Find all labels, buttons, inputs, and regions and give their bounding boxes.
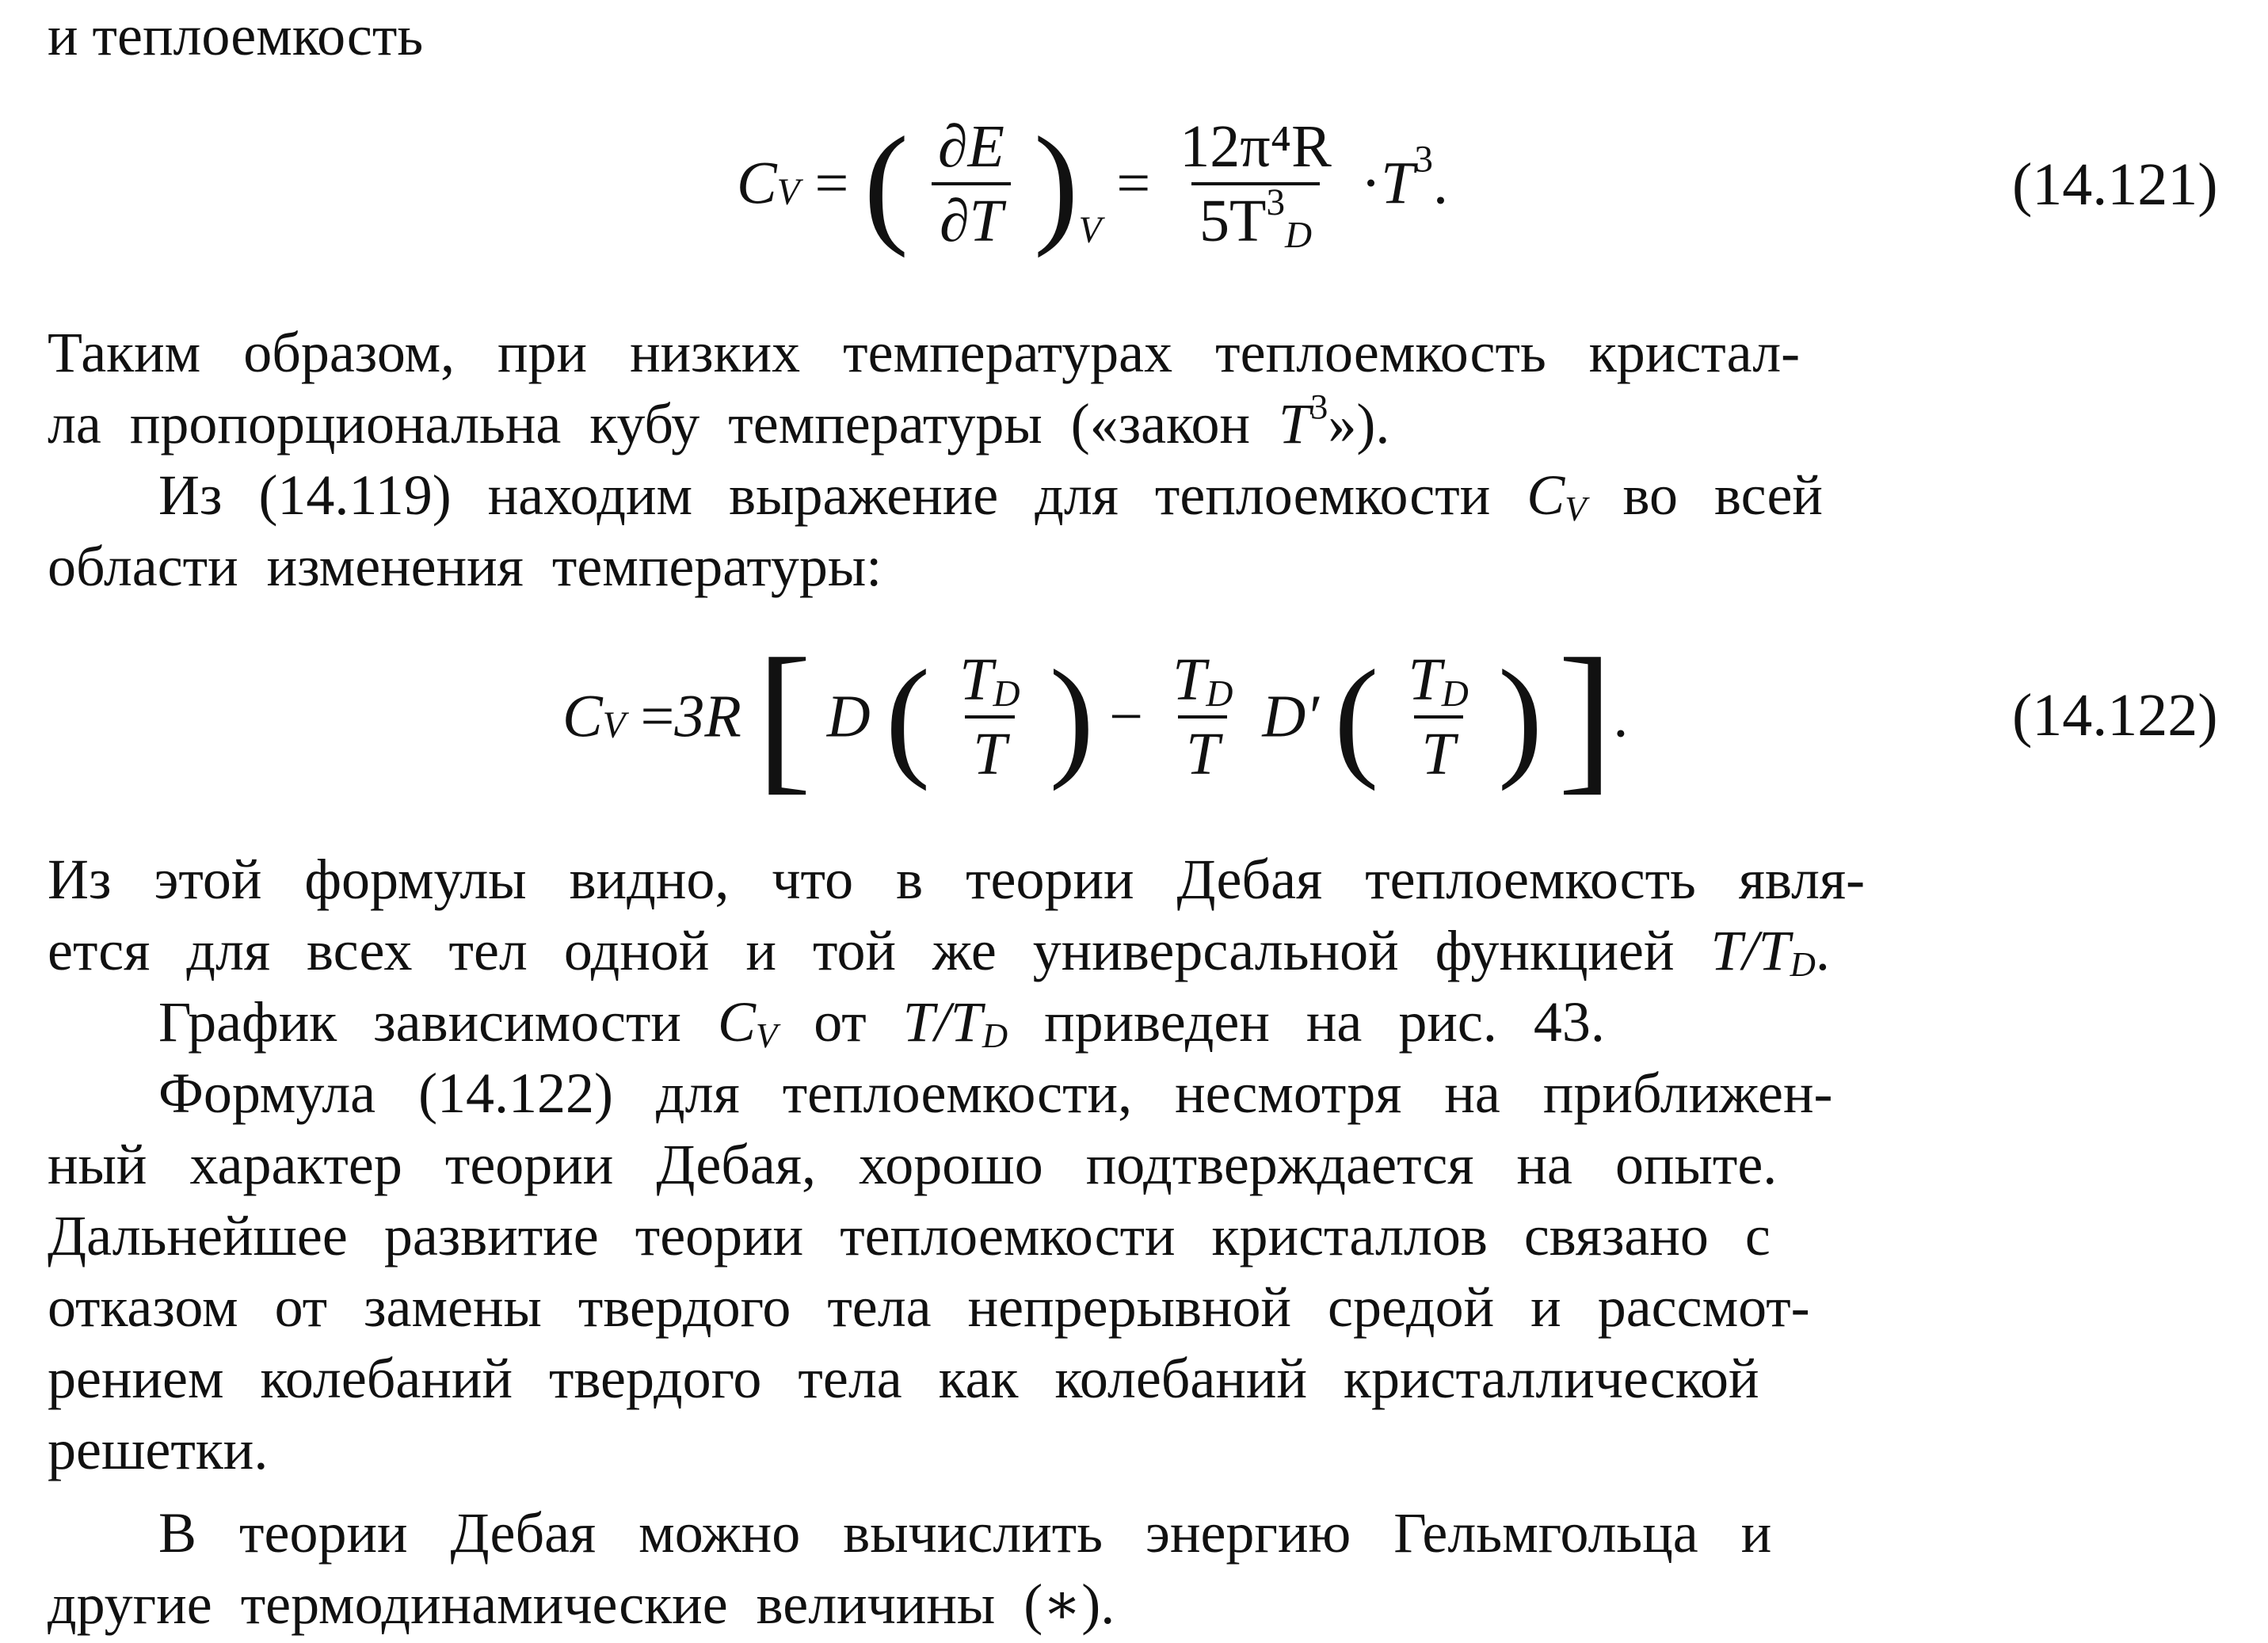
math-superscript: 3 <box>1310 386 1328 426</box>
eq-operator: = <box>1116 150 1151 217</box>
text-fragment: ла пропорциональна кубу температуры («закон <box>48 392 1279 456</box>
eq-fraction <box>951 644 1027 790</box>
eq-symbol: D <box>826 683 871 750</box>
eq-paren: ) <box>1049 642 1095 791</box>
eq-paren: ( <box>885 642 931 791</box>
eq-paren: ) <box>1497 642 1543 791</box>
eq-symbol: D′ <box>1262 683 1319 750</box>
eq-fraction <box>1172 111 1340 257</box>
text-fragment: В теории Дебая можно вычислить энергию Гельмгольца и <box>158 1501 1772 1565</box>
equation-14-122 <box>562 625 1629 809</box>
text-fragment: отказом от замены твердого тела непрерывной средой и рассмот- <box>48 1275 1810 1339</box>
eq-subscript: D <box>1285 215 1313 257</box>
text-fragment: приведен на рис. 43. <box>1008 990 1605 1054</box>
math-symbol: T <box>1278 392 1311 456</box>
text-fragment: решетки. <box>48 1418 269 1481</box>
eq-superscript: 3 <box>1266 182 1286 224</box>
text-fragment: Таким образом, при низких температурах теплоемкость кристал- <box>48 321 1801 384</box>
text-fragment: ется для всех тел одной и той же универсальной функцией <box>48 919 1711 982</box>
eq-bracket: [ <box>756 625 812 809</box>
text-fragment: График зависимости <box>158 990 718 1054</box>
text-line <box>48 1129 2266 1200</box>
eq-denominator: ∂T <box>932 182 1011 257</box>
text-fragment: во всей <box>1586 463 1823 527</box>
text-fragment: »). <box>1328 392 1390 456</box>
math-subscript: D <box>1790 944 1816 985</box>
text-line <box>48 531 2266 602</box>
eq-symbol: C <box>737 150 777 217</box>
text-fragment: Из этой формулы видно, что в теории Дебая теплоемкость явля- <box>48 848 1866 911</box>
text-fragment: от <box>777 990 903 1054</box>
text-line <box>158 986 2218 1058</box>
text-line <box>158 1497 2218 1569</box>
math-symbol: C <box>1527 463 1565 527</box>
text-fragment: Формула (14.122) для теплоемкости, несмотря на приближен- <box>158 1062 1833 1125</box>
eq-subscript: V <box>776 171 800 213</box>
eq-fraction <box>1401 644 1477 790</box>
text-line <box>48 0 2266 71</box>
eq-symbol: T <box>1381 150 1415 217</box>
eq-superscript: 3 <box>1414 139 1433 181</box>
eq-symbol: T <box>1172 646 1206 713</box>
eq-symbol: 3R <box>674 683 741 750</box>
text-line <box>48 1343 2266 1414</box>
math-symbol: T/T <box>902 990 982 1054</box>
text-line <box>48 1200 2266 1271</box>
eq-paren: ( <box>863 109 909 258</box>
math-symbol: C <box>717 990 756 1054</box>
eq-denominator: T <box>1178 715 1227 790</box>
text-line <box>158 459 2218 531</box>
text-fragment: Дальнейшее развитие теории теплоемкости кристаллов связано с <box>48 1204 1771 1268</box>
text-line <box>48 1414 2266 1485</box>
eq-bracket: ] <box>1557 625 1614 809</box>
eq-numerator: ∂E <box>937 113 1004 180</box>
eq-denominator: T <box>965 715 1014 790</box>
text-fragment: . <box>1815 919 1830 982</box>
eq-operator: − <box>1109 683 1144 750</box>
eq-numerator <box>1401 644 1477 715</box>
eq-punctuation: . <box>1613 683 1629 750</box>
eq-subscript: D <box>1206 673 1233 715</box>
eq-symbol: C <box>562 683 603 750</box>
eq-paren: ( <box>1333 642 1379 791</box>
text-line <box>48 317 2266 388</box>
eq-numerator <box>1164 644 1241 715</box>
eq-fraction <box>930 111 1012 257</box>
eq-punctuation: . <box>1432 150 1448 217</box>
eq-subscript: V <box>1078 209 1102 251</box>
text-line <box>48 844 2266 915</box>
eq-symbol: T <box>959 646 993 713</box>
equation-number: (14.122) <box>2012 682 2218 749</box>
text-fragment: и теплоемкость <box>48 4 424 67</box>
eq-fraction <box>1164 644 1241 790</box>
eq-symbol: T <box>1408 646 1442 713</box>
eq-numerator <box>951 644 1027 715</box>
text-fragment: другие термодинамические величины (∗). <box>48 1572 1115 1636</box>
equation-number: (14.121) <box>2012 151 2218 218</box>
eq-numerator: 12π⁴R <box>1180 113 1332 180</box>
eq-operator: = <box>814 150 849 217</box>
eq-subscript: D <box>1441 673 1469 715</box>
text-fragment: ный характер теории Дебая, хорошо подтверждается на опыте. <box>48 1133 1778 1196</box>
text-fragment: Из (14.119) находим выражение для теплоемкости <box>158 463 1527 527</box>
text-fragment: области изменения температуры: <box>48 535 882 598</box>
eq-paren: ) <box>1033 109 1079 258</box>
text-fragment: рением колебаний твердого тела как колебаний кристаллической <box>48 1347 1759 1410</box>
equation-14-121 <box>737 111 1448 257</box>
eq-operator: · <box>1360 150 1382 217</box>
math-subscript: D <box>982 1016 1008 1056</box>
math-subscript: V <box>755 1016 778 1056</box>
text-line <box>48 1271 2266 1343</box>
math-symbol: T/T <box>1710 919 1790 982</box>
text-line <box>158 1058 2218 1129</box>
math-subscript: V <box>1565 489 1587 529</box>
text-line <box>48 388 2266 459</box>
eq-denominator: T <box>1414 715 1463 790</box>
eq-subscript: D <box>993 673 1020 715</box>
text-line <box>48 915 2266 986</box>
text-line <box>48 1569 2266 1640</box>
eq-operator: = <box>640 683 675 750</box>
eq-subscript: V <box>602 704 626 746</box>
eq-symbol: 5T <box>1199 188 1267 254</box>
eq-denominator <box>1191 182 1320 257</box>
